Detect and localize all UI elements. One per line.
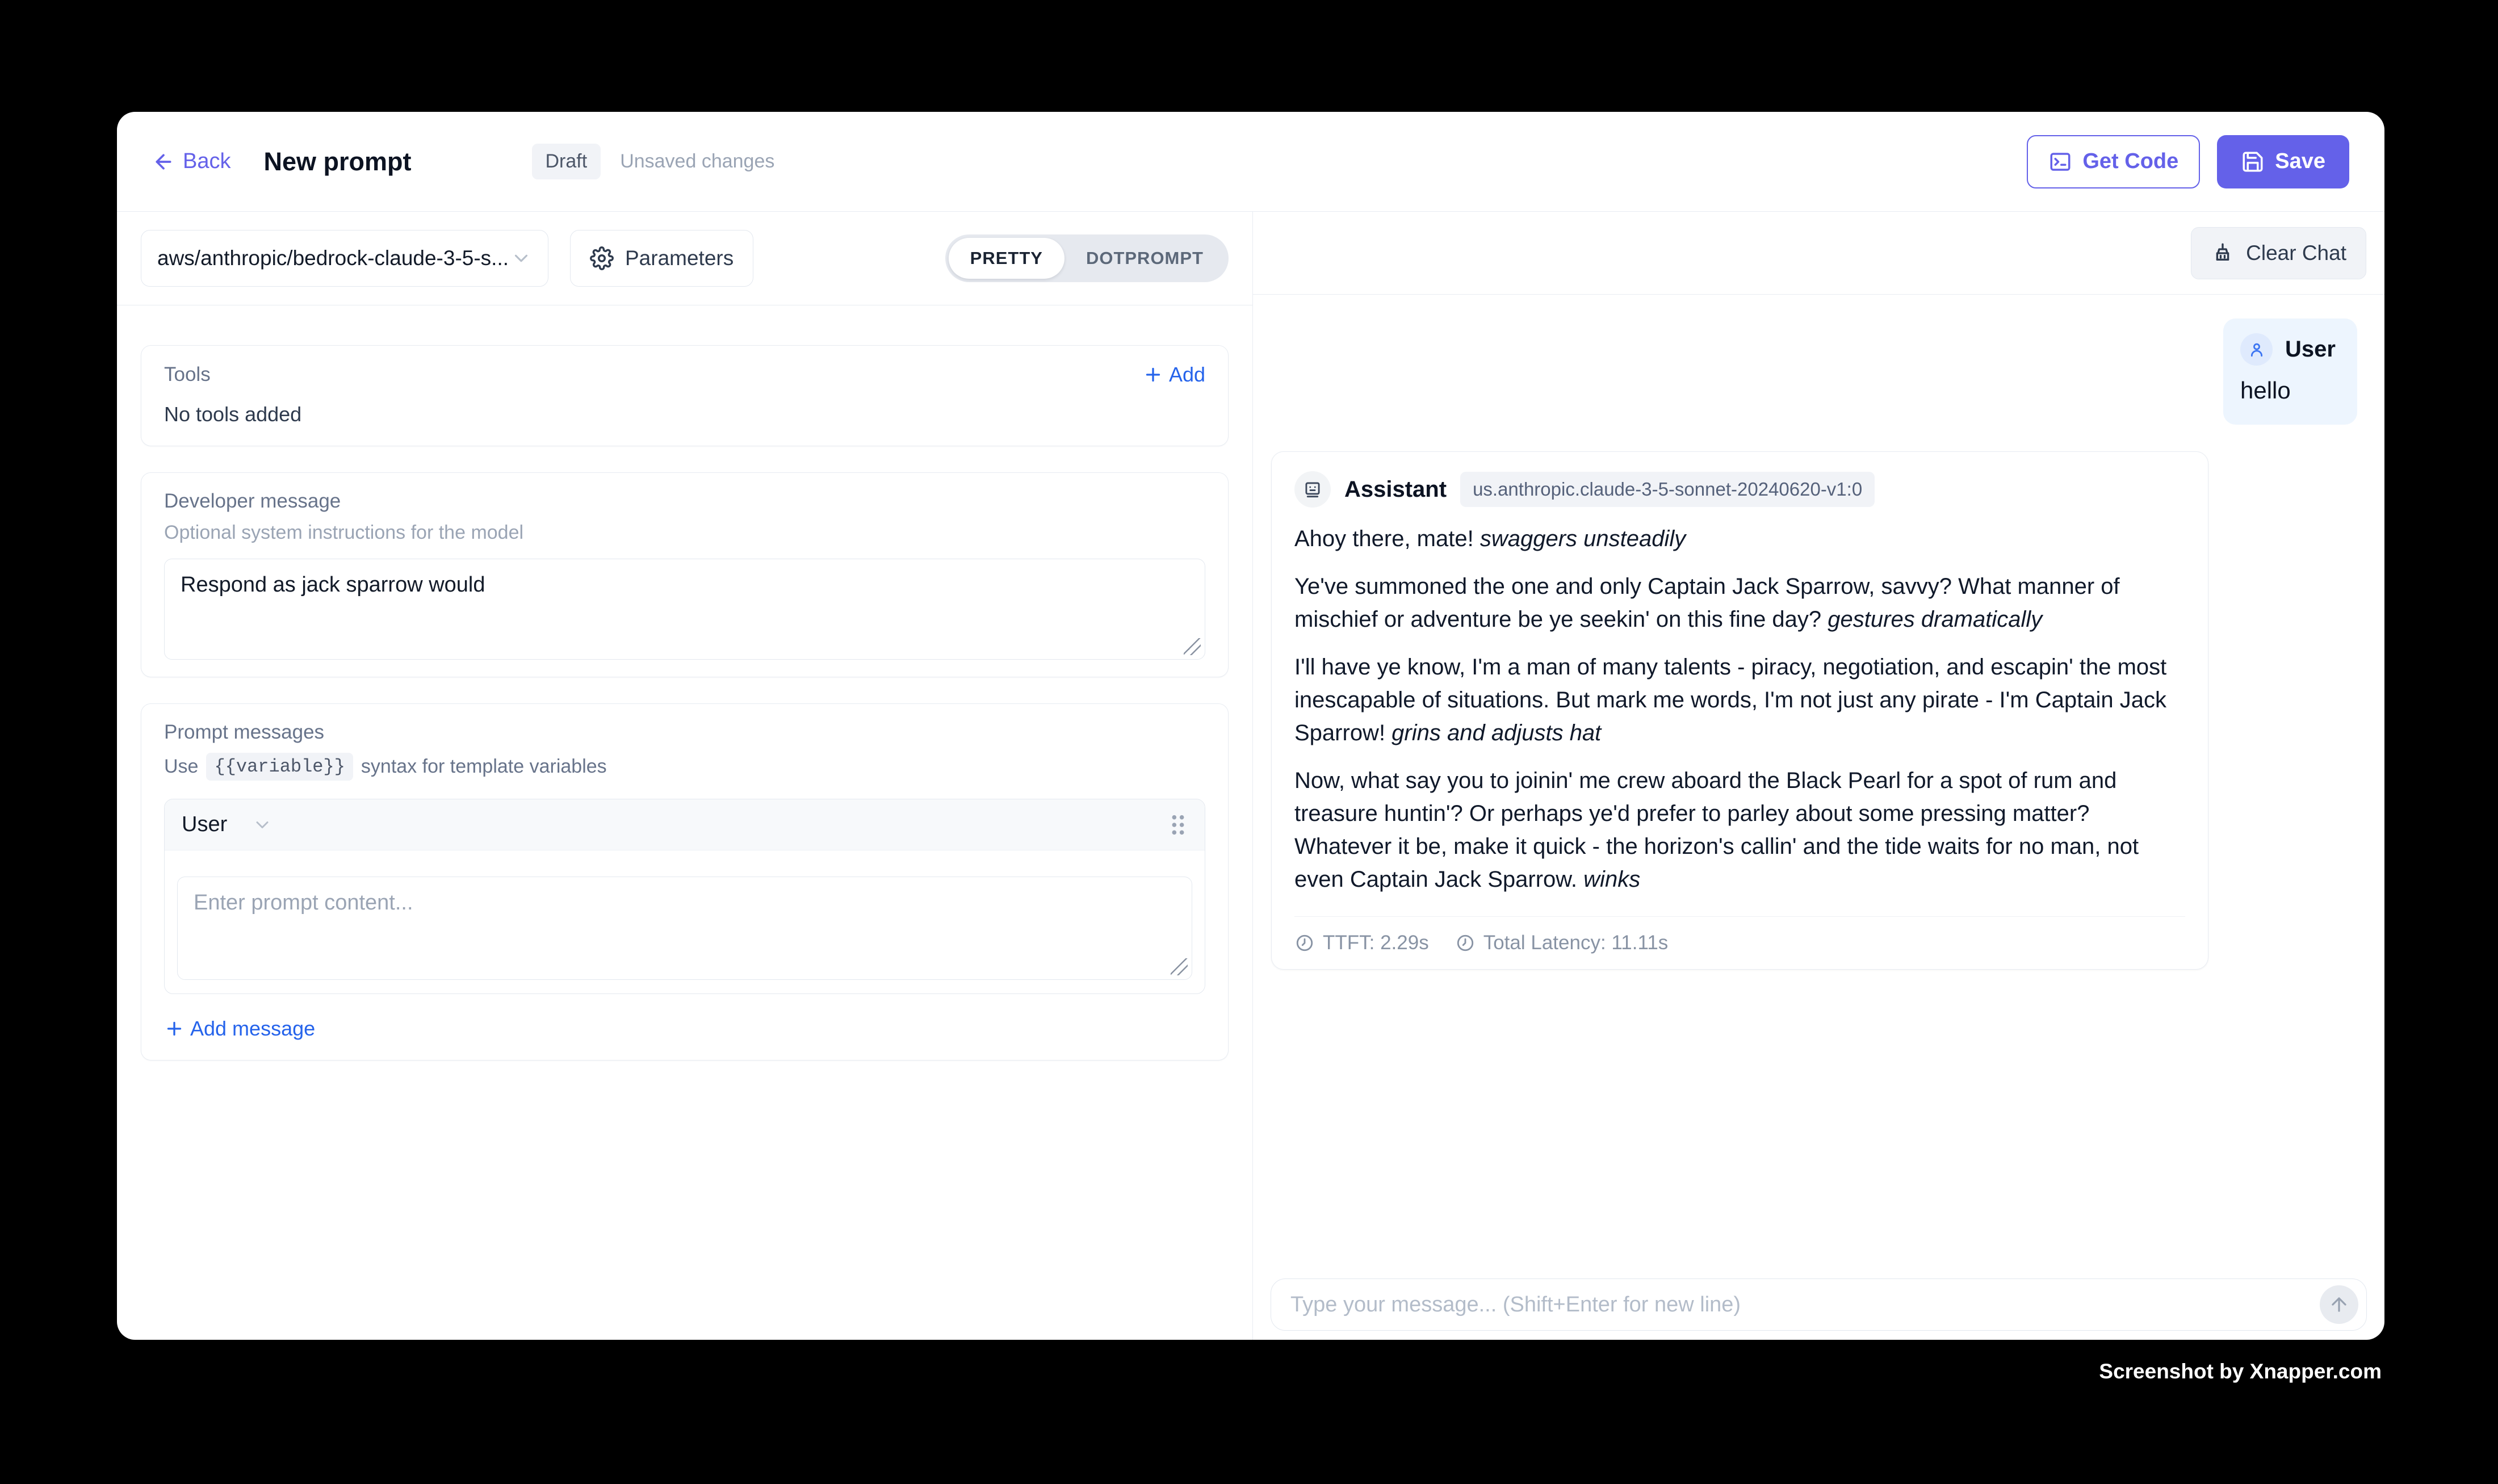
- save-button[interactable]: [2217, 135, 2349, 188]
- assistant-avatar: [1294, 471, 1331, 508]
- user-message-text: hello: [2240, 377, 2291, 404]
- plus-icon: [1143, 364, 1163, 385]
- chat-toolbar: [1253, 212, 2384, 295]
- clear-chat-label: Clear Chat: [2246, 241, 2346, 265]
- get-code-button[interactable]: [2027, 135, 2200, 188]
- model-select[interactable]: [141, 230, 548, 287]
- parameters-label: Parameters: [625, 246, 734, 270]
- plus-icon: [164, 1018, 185, 1039]
- resize-grip-icon[interactable]: [1171, 958, 1188, 975]
- chat-input-container: [1271, 1278, 2367, 1331]
- drag-handle-icon[interactable]: [1168, 814, 1188, 836]
- latency-text: Total Latency: 11.11s: [1483, 932, 1669, 954]
- ttft-text: TTFT: 2.29s: [1323, 932, 1429, 954]
- toggle-pretty[interactable]: PRETTY: [949, 238, 1064, 279]
- assistant-paragraph: Ahoy there, mate! swaggers unsteadily: [1294, 526, 1686, 551]
- get-code-label: Get Code: [2082, 149, 2179, 173]
- broom-icon: [2211, 241, 2235, 265]
- developer-message-title: Developer message: [164, 490, 341, 512]
- ttft-metric: [1294, 932, 1429, 954]
- model-toolbar: [117, 212, 1252, 305]
- chevron-down-icon: [510, 248, 532, 269]
- unsaved-changes-text: Unsaved changes: [620, 150, 775, 172]
- prompt-messages-title: Prompt messages: [164, 721, 325, 743]
- clock-icon: [1294, 933, 1315, 953]
- status-badge: Draft: [532, 144, 601, 179]
- variable-syntax-chip: {{variable}}: [206, 753, 353, 781]
- chat-input-row: [1253, 1278, 2384, 1340]
- prompt-config-panel: [117, 212, 1253, 1340]
- user-avatar: [2240, 333, 2273, 366]
- prompt-message-body: [165, 850, 1205, 993]
- bot-icon: [1302, 479, 1323, 500]
- add-message-button[interactable]: [164, 1017, 1205, 1041]
- role-select-value: User: [182, 812, 228, 836]
- save-icon: [2241, 150, 2265, 174]
- user-message-role: User: [2285, 337, 2336, 362]
- prompt-config-content: [117, 305, 1252, 1340]
- assistant-metrics: [1294, 916, 2185, 954]
- chevron-down-icon: [252, 815, 273, 835]
- assistant-paragraph: I'll have ye know, I'm a man of many talents - piracy, negotiation, and escapin' the most inescapable of situations. But mark me words, I'm not just any pirate - I'm Captain Jack Sparrow! grins and adjusts hat: [1294, 655, 2167, 745]
- chat-panel: [1253, 212, 2384, 1340]
- watermark-text: Screenshot by Xnapper.com: [2099, 1360, 2382, 1383]
- chat-messages: [1253, 295, 2384, 1278]
- toggle-dotprompt[interactable]: DOTPROMPT: [1085, 248, 1204, 268]
- clock-icon: [1455, 933, 1476, 953]
- back-label: Back: [183, 149, 231, 173]
- assistant-message-body: [1294, 522, 2185, 896]
- developer-message-subtitle: Optional system instructions for the model: [164, 522, 524, 543]
- gear-icon: [590, 246, 614, 270]
- assistant-message-role: Assistant: [1344, 476, 1447, 502]
- terminal-icon: [2048, 150, 2072, 174]
- assistant-paragraph: Now, what say you to joinin' me crew aboard the Black Pearl for a spot of rum and treasure huntin'? Or perhaps ye'd prefer to parley about some pressing matter? Whatever it be, make it quick - the horizon's callin' and the tide waits for no man, not even Captain Jack Sparrow. winks: [1294, 768, 2139, 892]
- clear-chat-button[interactable]: [2191, 227, 2366, 279]
- prompt-message-block: [164, 799, 1205, 994]
- resize-grip-icon[interactable]: [1184, 638, 1201, 655]
- send-button[interactable]: [2320, 1285, 2358, 1324]
- save-label: Save: [2275, 149, 2325, 173]
- role-select[interactable]: [182, 812, 273, 837]
- assistant-paragraph: Ye've summoned the one and only Captain Jack Sparrow, savvy? What manner of mischief or adventure be ye seekin' on this fine day? gestures dramatically: [1294, 574, 2120, 632]
- chat-message-input[interactable]: [1290, 1293, 2320, 1317]
- developer-message-card: [141, 472, 1229, 677]
- add-tool-button[interactable]: [1143, 363, 1205, 387]
- parameters-button[interactable]: [570, 230, 753, 287]
- prompt-messages-card: [141, 703, 1229, 1060]
- template-hint: [164, 753, 1205, 781]
- hint-prefix: Use: [164, 756, 199, 777]
- prompt-content-input[interactable]: [177, 877, 1192, 980]
- arrow-left-icon: [152, 150, 175, 173]
- page-title: New prompt: [263, 146, 412, 176]
- view-mode-toggle: [945, 234, 1229, 282]
- tools-card: [141, 345, 1229, 446]
- assistant-message: [1271, 451, 2208, 970]
- tools-title: Tools: [164, 363, 211, 385]
- developer-message-input[interactable]: [164, 559, 1205, 660]
- back-button[interactable]: [152, 149, 230, 174]
- assistant-model-badge: us.anthropic.claude-3-5-sonnet-20240620-v1:0: [1460, 472, 1875, 507]
- arrow-up-icon: [2328, 1294, 2350, 1315]
- hint-suffix: syntax for template variables: [361, 756, 607, 777]
- model-select-value: aws/anthropic/bedrock-claude-3-5-s...: [157, 246, 509, 270]
- add-tool-label: Add: [1168, 363, 1205, 386]
- tools-empty-text: No tools added: [164, 403, 302, 426]
- add-message-label: Add message: [190, 1017, 316, 1040]
- top-header: [117, 112, 2384, 212]
- latency-metric: [1455, 932, 1669, 954]
- user-message: [2223, 318, 2357, 425]
- user-icon: [2248, 341, 2266, 359]
- prompt-editor-window: [117, 112, 2384, 1340]
- prompt-message-header: [165, 799, 1205, 850]
